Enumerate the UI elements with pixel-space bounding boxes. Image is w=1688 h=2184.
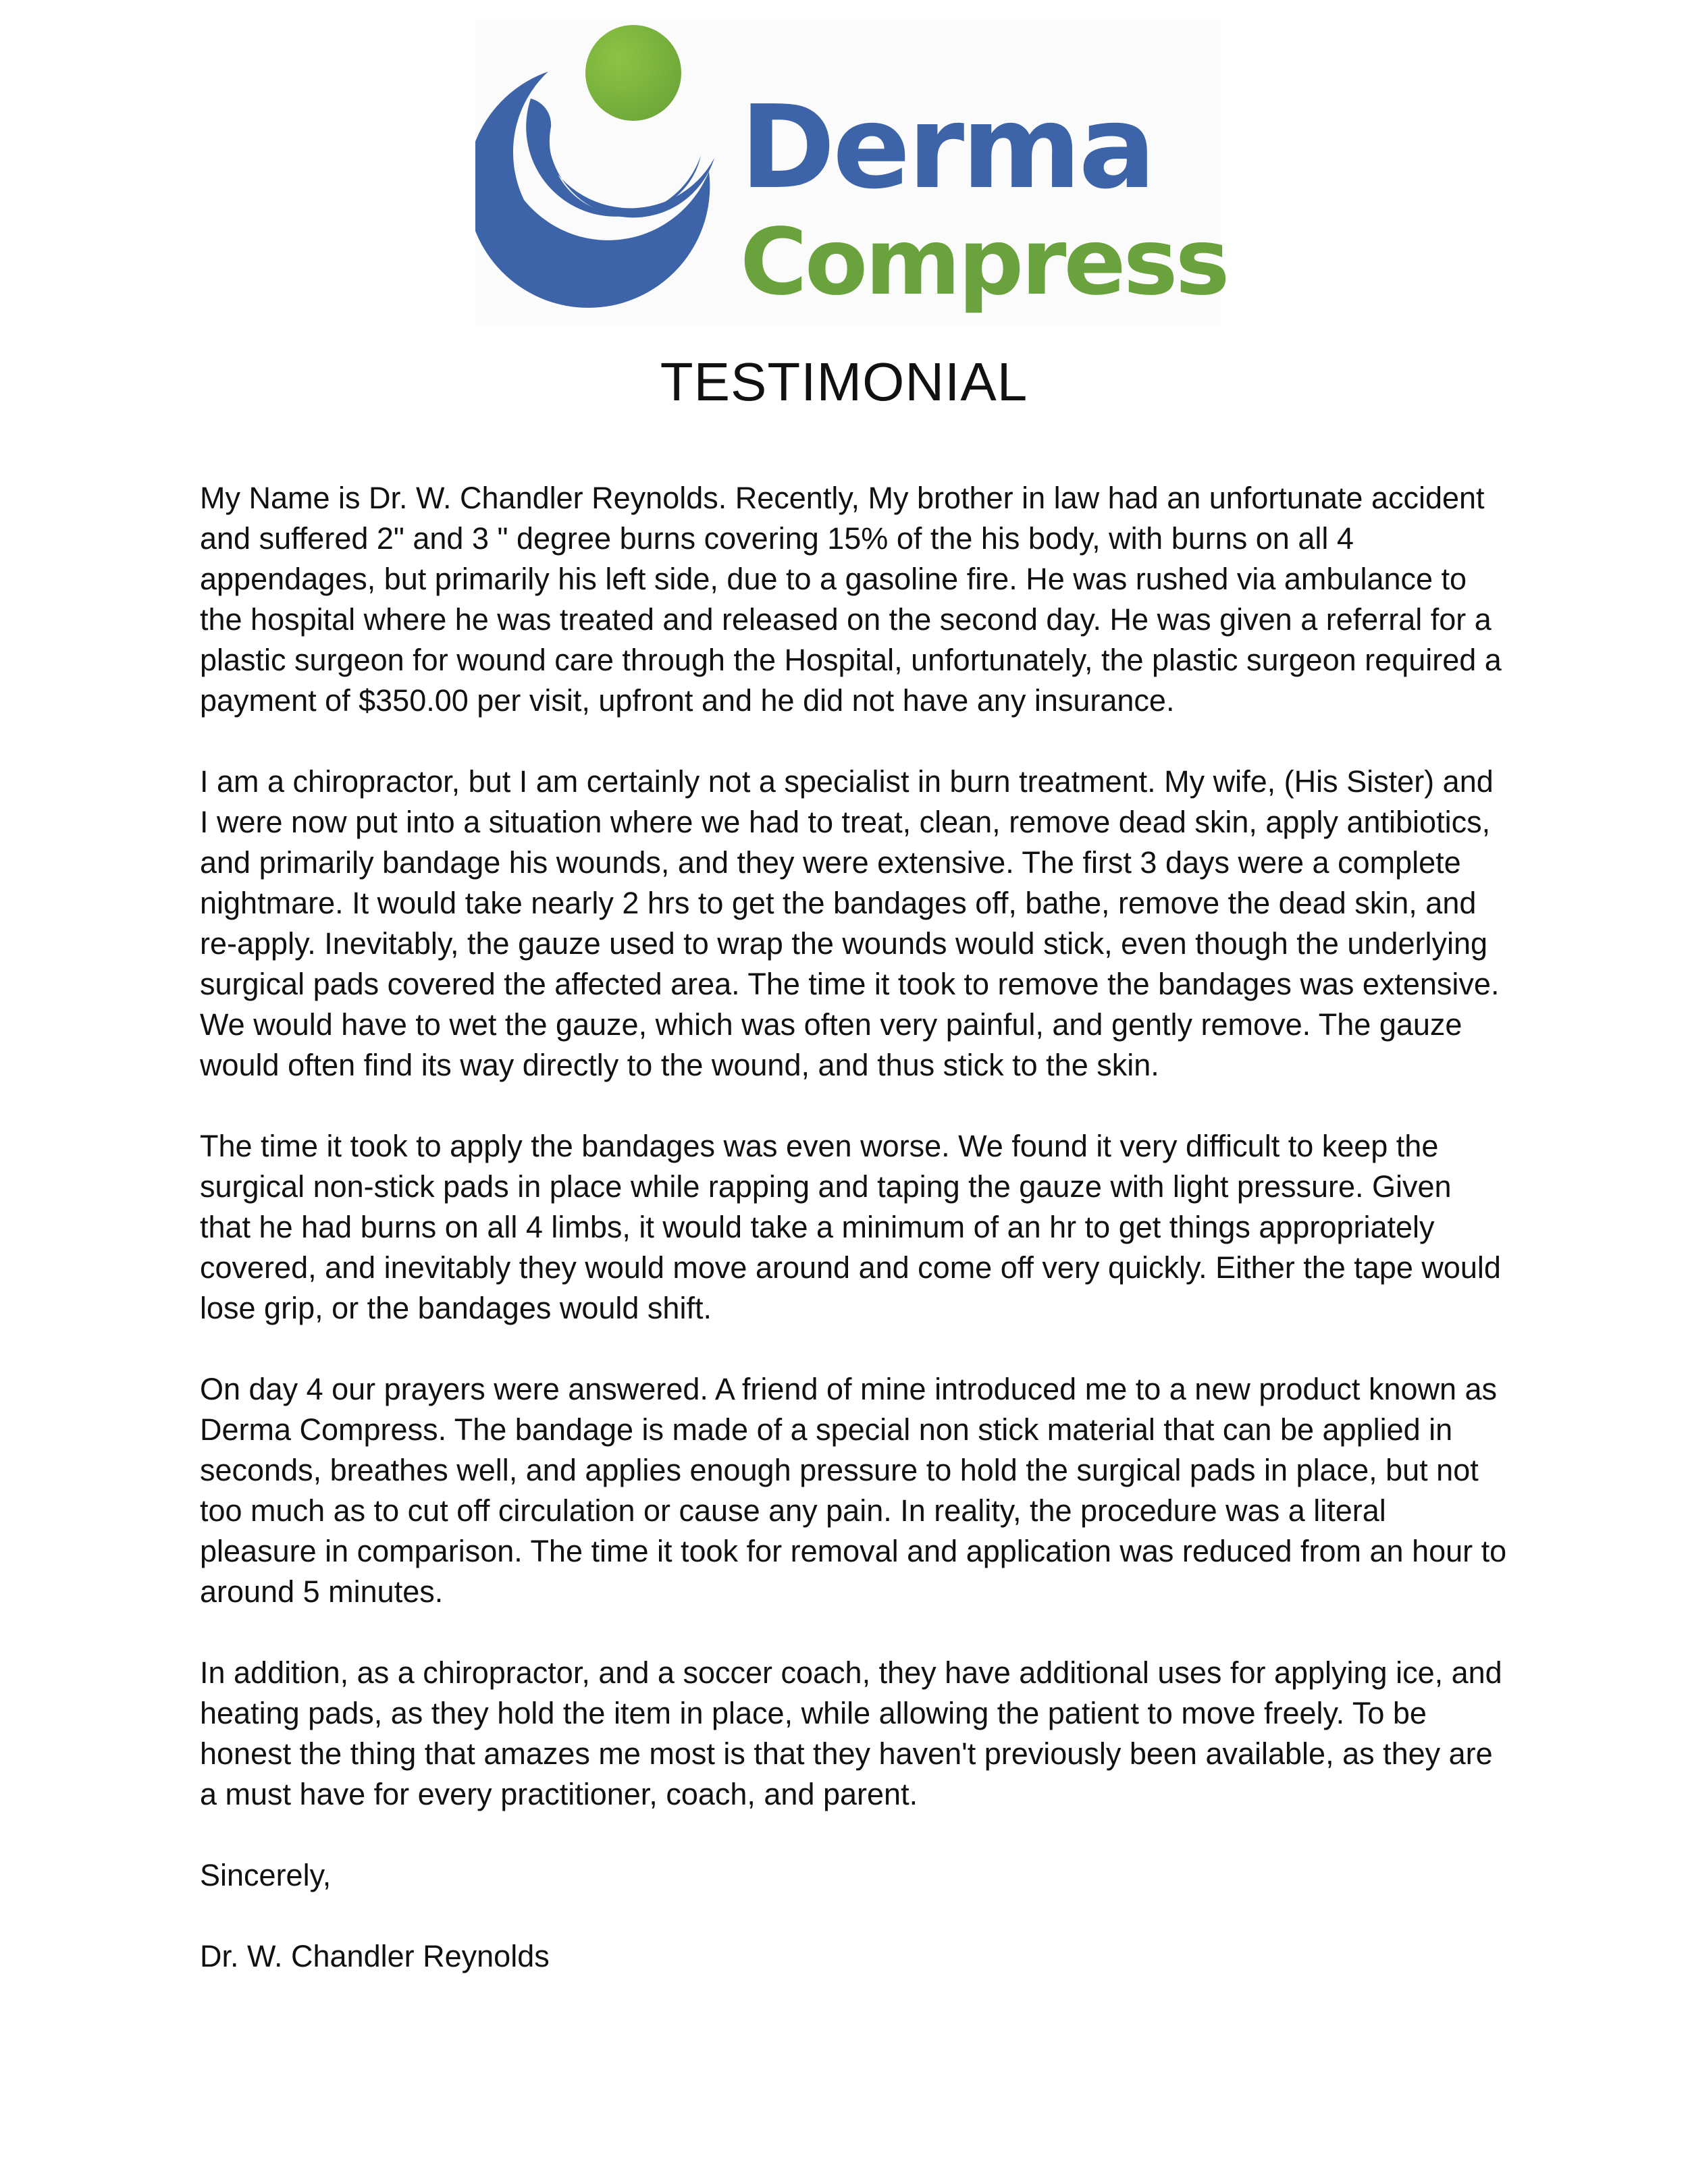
logo-ball [585, 25, 681, 121]
signature: Dr. W. Chandler Reynolds [200, 1939, 550, 1973]
paragraph-5: In addition, as a chiropractor, and a soccer coach, they have additional uses for applying ice, and heating pads, as they hold the item in place, while allowing the patient to move freely. To be honest the thing that amazes me most is that they haven't previously been available, as they are a must have for every practitioner, coach, and parent. [200, 1655, 1502, 1811]
derma-compress-logo [475, 19, 1228, 327]
closing: Sincerely, [200, 1858, 332, 1892]
logo-wordmark-derma: Derma [740, 81, 1154, 215]
paragraph-4: On day 4 our prayers were answered. A friend of mine introduced me to a new product known as Derma Compress. The bandage is made of a special non stick material that can be applied in seconds, breathes well, and applies enough pressure to hold the surgical pads in place, but not too much as to cut off circulation or cause any pain. In reality, the procedure was a literal pleasure in comparison. The time it took for removal and application was reduced from an hour to around 5 minutes. [200, 1372, 1507, 1609]
logo-ring-outer [475, 72, 710, 308]
document-title: TESTIMONIAL [660, 352, 1028, 412]
testimonial-body [200, 478, 1510, 1977]
paragraph-3: The time it took to apply the bandages was even worse. We found it very difficult to keep the surgical non-stick pads in place while rapping and taping the gauze with light pressure. Given that he had burns on all 4 limbs, it would take a minimum of an hr to get things appropriately covered, and inevitably they would move around and come off very quickly. Either the tape would lose grip, or the bandages would shift. [200, 1129, 1501, 1325]
logo-wordmark-compress: Compress [740, 209, 1228, 316]
paragraph-1: My Name is Dr. W. Chandler Reynolds. Recently, My brother in law had an unfortunate accident and suffered 2" and 3 " degree burns covering 15% of the his body, with burns on all 4 appendages, but primarily his left side, due to a gasoline fire. He was rushed via ambulance to the hospital where he was treated and released on the second day. He was given a referral for a plastic surgeon for wound care through the Hospital, unfortunately, the plastic surgeon required a payment of $350.00 per visit, upfront and he did not have any insurance. [200, 481, 1502, 718]
paragraph-2: I am a chiropractor, but I am certainly not a specialist in burn treatment. My wife, (His Sister) and I were now put into a situation where we had to treat, clean, remove dead skin, apply antibiotics, and primarily bandage his wounds, and they were extensive. The first 3 days were a complete nightmare. It would take nearly 2 hrs to get the bandages off, bathe, remove the dead skin, and re-apply. Inevitably, the gauze used to wrap the wounds would stick, even though the underlying surgical pads covered the affected area. The time it took to remove the bandages was extensive. We would have to wet the gauze, which was often very painful, and gently remove. The gauze would often find its way directly to the wound, and thus stick to the skin. [200, 764, 1500, 1082]
